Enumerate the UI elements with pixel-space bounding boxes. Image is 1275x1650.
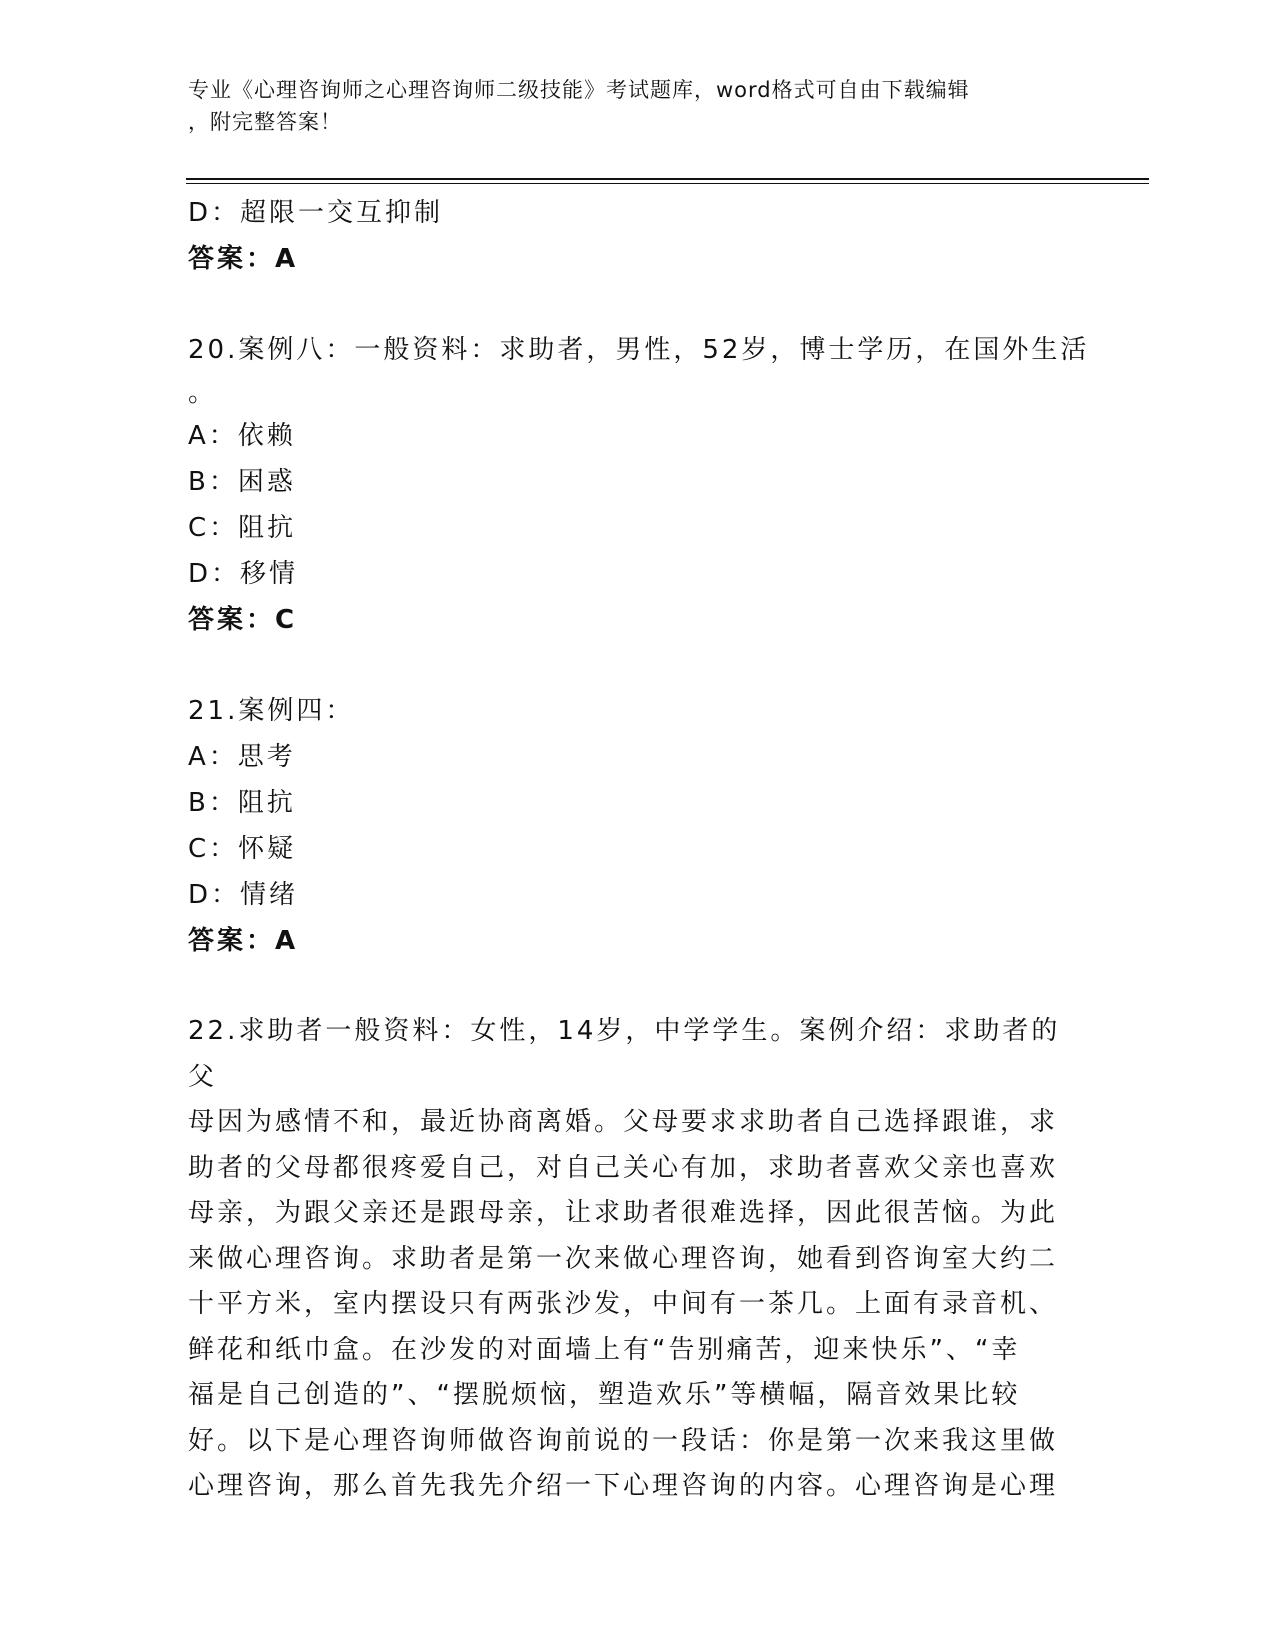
q20-option-c: C：阻抗 <box>188 513 297 543</box>
q21-option-b: B：阻抗 <box>188 788 296 818</box>
question-content <box>188 190 1088 1510</box>
q21-option-a: A：思考 <box>188 742 296 772</box>
q22-line: 鲜花和纸巾盒。在沙发的对面墙上有“告别痛苦，迎来快乐”、“幸 <box>188 1334 1021 1365</box>
q21-option-d: D：情绪 <box>188 880 299 910</box>
q22-line: 福是自己创造的”、“摆脱烦恼，塑造欢乐”等横幅，隔音效果比较 <box>188 1380 1021 1410</box>
q22-line: 助者的父母都很疼爱自己，对自己关心有加，求助者喜欢父亲也喜欢 <box>188 1152 1059 1183</box>
q20-stem: 20.案例八：一般资料：求助者，男性，52岁，博士学历，在国外生活 <box>188 335 1090 365</box>
q20-option-b: B：困惑 <box>188 467 296 497</box>
q21-option-c: C：怀疑 <box>188 834 297 864</box>
q21-answer: 答案：A <box>188 926 299 956</box>
q22-paragraph <box>188 1009 1078 1510</box>
header-rule-thick <box>186 178 1149 180</box>
header-rule-thin <box>186 183 1149 184</box>
q19-option-d: D：超限一交互抑制 <box>188 198 444 228</box>
q22-line: 22.求助者一般资料：女性，14岁，中学学生。案例介绍：求助者的父 <box>188 1016 1061 1092</box>
q22-line: 母因为感情不和，最近协商离婚。父母要求求助者自己选择跟谁，求 <box>188 1107 1059 1137</box>
q22-line: 十平方米，室内摆设只有两张沙发，中间有一茶几。上面有录音机、 <box>188 1289 1059 1319</box>
q22-line: 母亲，为跟父亲还是跟母亲，让求助者很难选择，因此很苦恼。为此 <box>188 1198 1059 1228</box>
spacer <box>188 643 1088 688</box>
spacer <box>188 964 1088 1009</box>
q20-answer: 答案：C <box>188 605 298 635</box>
spacer <box>188 282 1088 327</box>
page-header <box>188 74 1068 138</box>
q19-answer: 答案：A <box>188 244 299 274</box>
q22-line: 好。以下是心理咨询师做咨询前说的一段话：你是第一次来我这里做 <box>188 1425 1059 1456</box>
q21-stem: 21.案例四： <box>188 696 355 726</box>
q20-option-d: D：移情 <box>188 559 299 589</box>
q22-line: 心理咨询，那么首先我先介绍一下心理咨询的内容。心理咨询是心理 <box>188 1471 1059 1501</box>
q22-line: 来做心理咨询。求助者是第一次来做心理咨询，她看到咨询室大约二 <box>188 1243 1059 1274</box>
q20-option-a: A：依赖 <box>188 421 296 451</box>
header-line-2: ，附完整答案！ <box>188 110 342 134</box>
q20-stem-continued: 。 <box>188 378 218 408</box>
header-line-1: 专业《心理咨询师之心理咨询师二级技能》考试题库，word格式可自由下载编辑 <box>188 78 970 102</box>
